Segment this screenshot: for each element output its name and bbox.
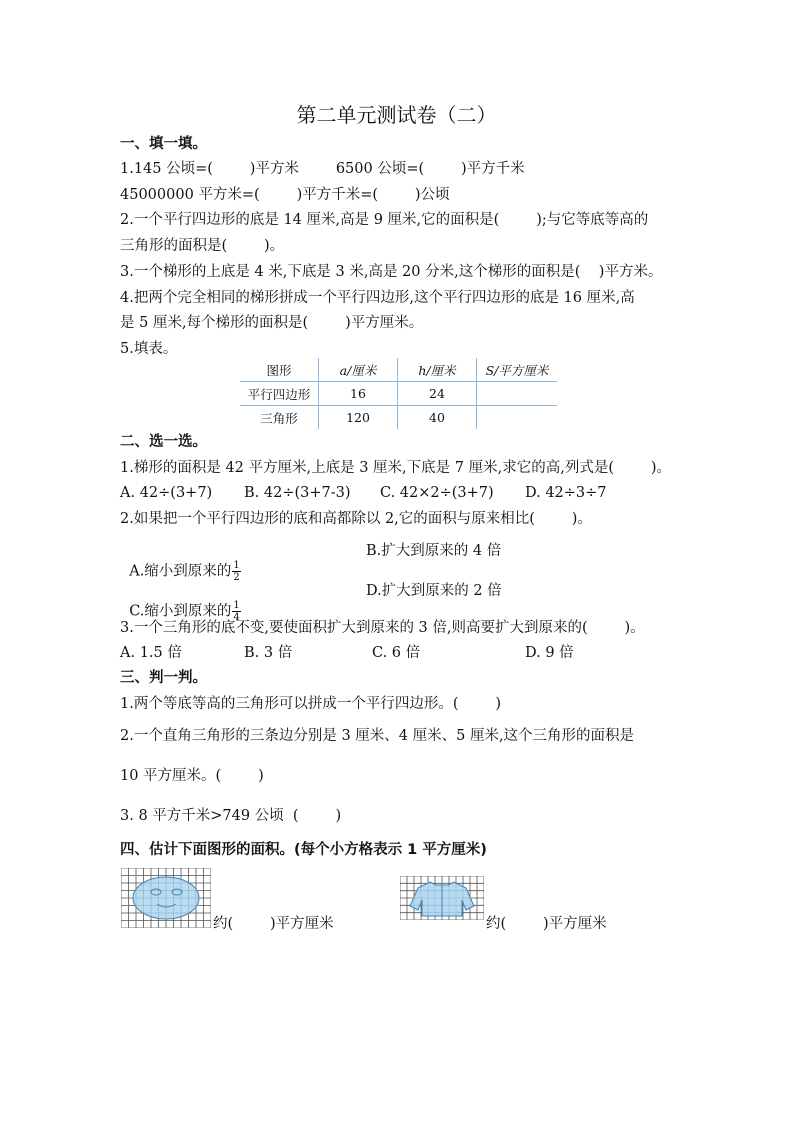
s2-q1-option-c[interactable]: C. 42×2÷(3+7) xyxy=(380,485,494,501)
table-header-cell: 图形 xyxy=(240,358,319,382)
s2-q3-option-a[interactable]: A. 1.5 倍 xyxy=(120,645,182,661)
section3-heading: 三、判一判。 xyxy=(120,670,207,686)
section1-heading: 一、填一填。 xyxy=(120,136,207,152)
table-cell: 16 xyxy=(319,382,398,406)
s2-q3-option-b[interactable]: B. 3 倍 xyxy=(244,645,293,661)
s2-q2-option-a[interactable] xyxy=(120,540,241,583)
s1-line: 1.145 公顷=( )平方米 6500 公顷=( )平方千米 xyxy=(120,161,525,177)
answer-right: 约( )平方厘米 xyxy=(486,916,607,932)
s2-q2-option-c[interactable] xyxy=(120,580,241,623)
face-shape xyxy=(133,877,199,919)
s2-question-3: 3.一个三角形的底不变,要使面积扩大到原来的 3 倍,则高要扩大到原来的( )。 xyxy=(120,620,645,636)
fill-table xyxy=(240,358,557,429)
table-header-cell: a/厘米 xyxy=(319,358,398,382)
s2-question-2: 2.如果把一个平行四边形的底和高都除以 2,它的面积与原来相比( )。 xyxy=(120,511,592,527)
s3-line: 2.一个直角三角形的三条边分别是 3 厘米、4 厘米、5 厘米,这个三角形的面积是 xyxy=(120,728,635,744)
table-row xyxy=(240,406,557,430)
section4-heading: 四、估计下面图形的面积。(每个小方格表示 1 平方厘米) xyxy=(120,842,487,858)
table-header-row xyxy=(240,358,557,382)
s2-q1-option-b[interactable]: B. 42÷(3+7-3) xyxy=(244,485,351,501)
s2-q3-option-d[interactable]: D. 9 倍 xyxy=(525,645,574,661)
table-answer-cell[interactable] xyxy=(477,406,558,430)
s1-line: 三角形的面积是( )。 xyxy=(120,238,285,254)
s3-line: 10 平方厘米。( ) xyxy=(120,768,264,784)
s2-question-1: 1.梯形的面积是 42 平方厘米,上底是 3 厘米,下底是 7 厘米,求它的高,列式是( )。 xyxy=(120,460,672,476)
table-cell: 三角形 xyxy=(260,410,298,426)
s1-line: 45000000 平方米=( )平方千米=( )公顷 xyxy=(120,187,450,203)
s1-line: 5.填表。 xyxy=(120,341,178,357)
table-header-cell: S/平方厘米 xyxy=(477,358,558,382)
s2-q3-option-c[interactable]: C. 6 倍 xyxy=(372,645,421,661)
s3-line: 3. 8 平方千米>749 公顷 ( ) xyxy=(120,808,342,824)
table-cell: 24 xyxy=(398,382,477,406)
option-text: C.缩小到原来的 xyxy=(129,603,232,620)
s2-q1-option-d[interactable]: D. 42÷3÷7 xyxy=(525,485,607,501)
table-answer-cell[interactable] xyxy=(477,382,558,406)
s1-line: 2.一个平行四边形的底是 14 厘米,高是 9 厘米,它的面积是( );与它等底等高的 xyxy=(120,212,649,228)
s1-line: 4.把两个完全相同的梯形拼成一个平行四边形,这个平行四边形的底是 16 厘米,高 xyxy=(120,290,635,306)
option-text: A.缩小到原来的 xyxy=(129,563,232,580)
fraction-numerator: 1 xyxy=(233,600,240,611)
grid-face-figure xyxy=(121,868,211,928)
s2-q1-option-a[interactable]: A. 42÷(3+7) xyxy=(120,485,213,501)
fraction-denominator: 4 xyxy=(233,612,240,623)
fraction-denominator: 2 xyxy=(233,572,240,583)
s2-q2-option-b[interactable]: B.扩大到原来的 4 倍 xyxy=(366,543,502,559)
fraction-numerator: 1 xyxy=(233,560,240,571)
table-cell: 120 xyxy=(319,406,398,430)
table-cell: 40 xyxy=(398,406,477,430)
table-header-cell: h/厘米 xyxy=(398,358,477,382)
s1-line: 是 5 厘米,每个梯形的面积是( )平方厘米。 xyxy=(120,315,424,331)
s3-line: 1.两个等底等高的三角形可以拼成一个平行四边形。( ) xyxy=(120,696,502,712)
section2-heading: 二、选一选。 xyxy=(120,434,207,450)
answer-left: 约( )平方厘米 xyxy=(213,916,334,932)
s2-q2-option-d[interactable]: D.扩大到原来的 2 倍 xyxy=(366,583,502,599)
table-cell: 平行四边形 xyxy=(240,382,319,406)
s1-line: 3.一个梯形的上底是 4 米,下底是 3 米,高是 20 分米,这个梯形的面积是( )平方米。 xyxy=(120,264,663,280)
page-title: 第二单元测试卷（二） xyxy=(296,103,497,127)
table-row xyxy=(240,382,557,406)
grid-sweater-figure xyxy=(400,876,484,920)
